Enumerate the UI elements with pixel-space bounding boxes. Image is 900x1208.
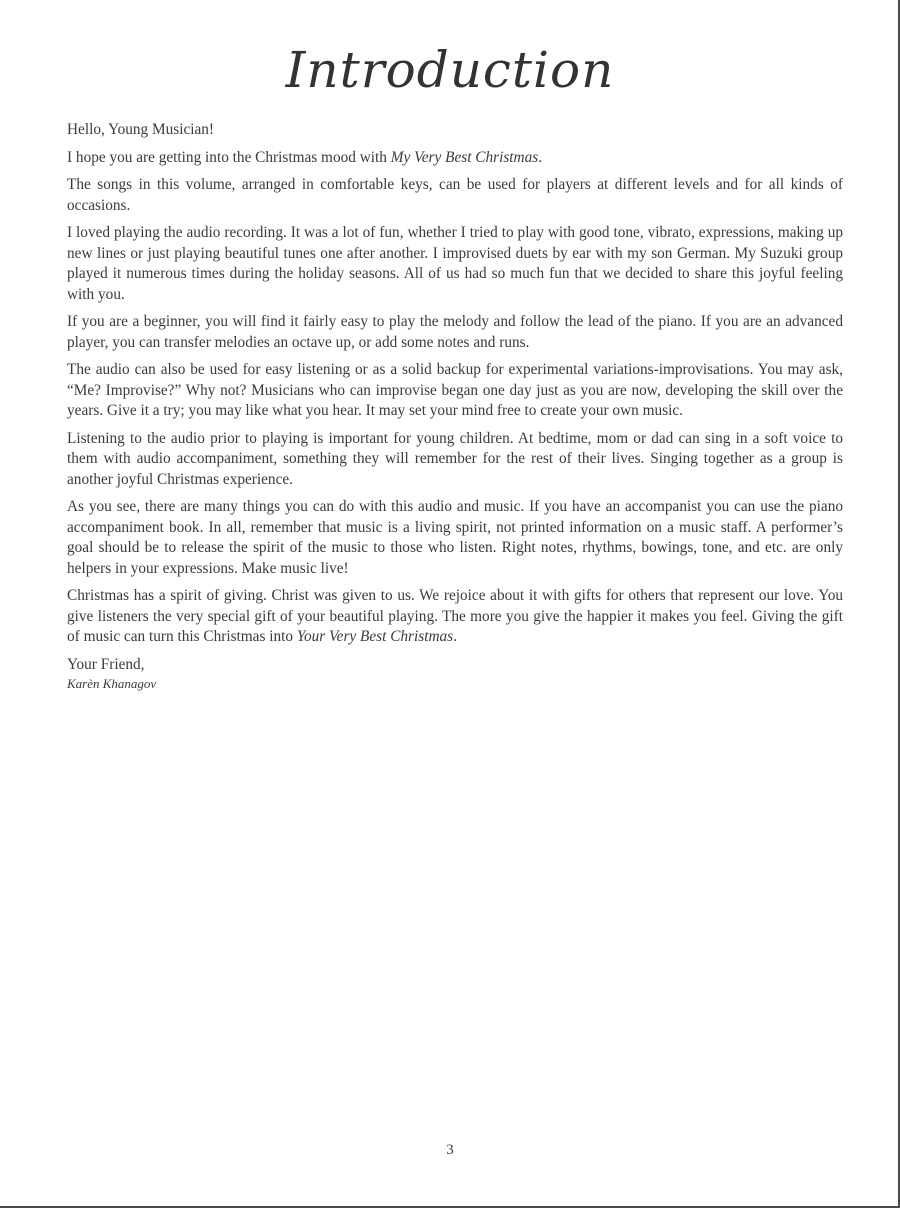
- paragraph-6: Listening to the audio prior to playing is important for young children. At bedtime, mom or dad can sing in a soft voice to them with audio accompaniment, something they will remember for the rest of their lives. Singing together as a group is another joyful Christmas experience.: [67, 429, 843, 488]
- paragraph-1-text-b: .: [538, 148, 543, 166]
- book-title-italic: My Very Best Christmas: [390, 148, 539, 166]
- paragraph-8-text-b: .: [453, 628, 457, 645]
- page-title: Introduction: [285, 41, 615, 99]
- closing-title-italic: Your Very Best Christmas: [296, 628, 454, 645]
- paragraph-8-text-a: Christmas has a spirit of giving. Christ was given to us. We rejoice about it with gifts for others that represent our love. You give listeners the very special gift of your beautiful playing. The more you give the happier it makes you feel. Giving the gift of music can turn this Christmas into: [67, 587, 843, 645]
- page-number: 3: [446, 1142, 454, 1158]
- paragraph-2: The songs in this volume, arranged in comfortable keys, can be used for players at different levels and for all kinds of occasions.: [67, 176, 843, 214]
- paragraph-8: [67, 586, 843, 648]
- paragraph-1-text-a: I hope you are getting into the Christmas mood with: [67, 148, 391, 166]
- paragraph-5: The audio can also be used for easy listening or as a solid backup for experimental variations-improvisations. You may ask, “Me? Improvise?” Why not? Musicians who can improvise began one day just as you are now, developing the skill over the years. Give it a try; you may like what you hear. It may set your mind free to create your own music.: [67, 361, 843, 419]
- paragraph-4: If you are a beginner, you will find it fairly easy to play the melody and follow the lead of the piano. If you are an advanced player, you can transfer melodies an octave up, or add some notes and runs.: [67, 313, 843, 351]
- paragraph-7: As you see, there are many things you can do with this audio and music. If you have an accompanist you can use the piano accompaniment book. In all, remember that music is a living spirit, not printed information on a music staff. A performer’s goal should be to release the spirit of the music to those who listen. Right notes, rhythms, bowings, tone, and etc. are only helpers in your expressions. Make music live!: [67, 498, 843, 577]
- greeting: Hello, Young Musician!: [67, 121, 215, 138]
- letter-body: [67, 120, 843, 693]
- paragraph-3: I loved playing the audio recording. It was a lot of fun, whether I tried to play with good tone, vibrato, expressions, making up new lines or just playing beautiful tunes one after another. I improvised duets by ear with my son German. My Suzuki group played it numerous times during the holiday seasons. All of us had so much fun that we decided to share this joyful feeling with you.: [67, 224, 843, 303]
- closing-line: Your Friend,: [67, 655, 145, 673]
- signature: Karèn Khanagov: [67, 675, 157, 691]
- paragraph-1: [67, 148, 843, 169]
